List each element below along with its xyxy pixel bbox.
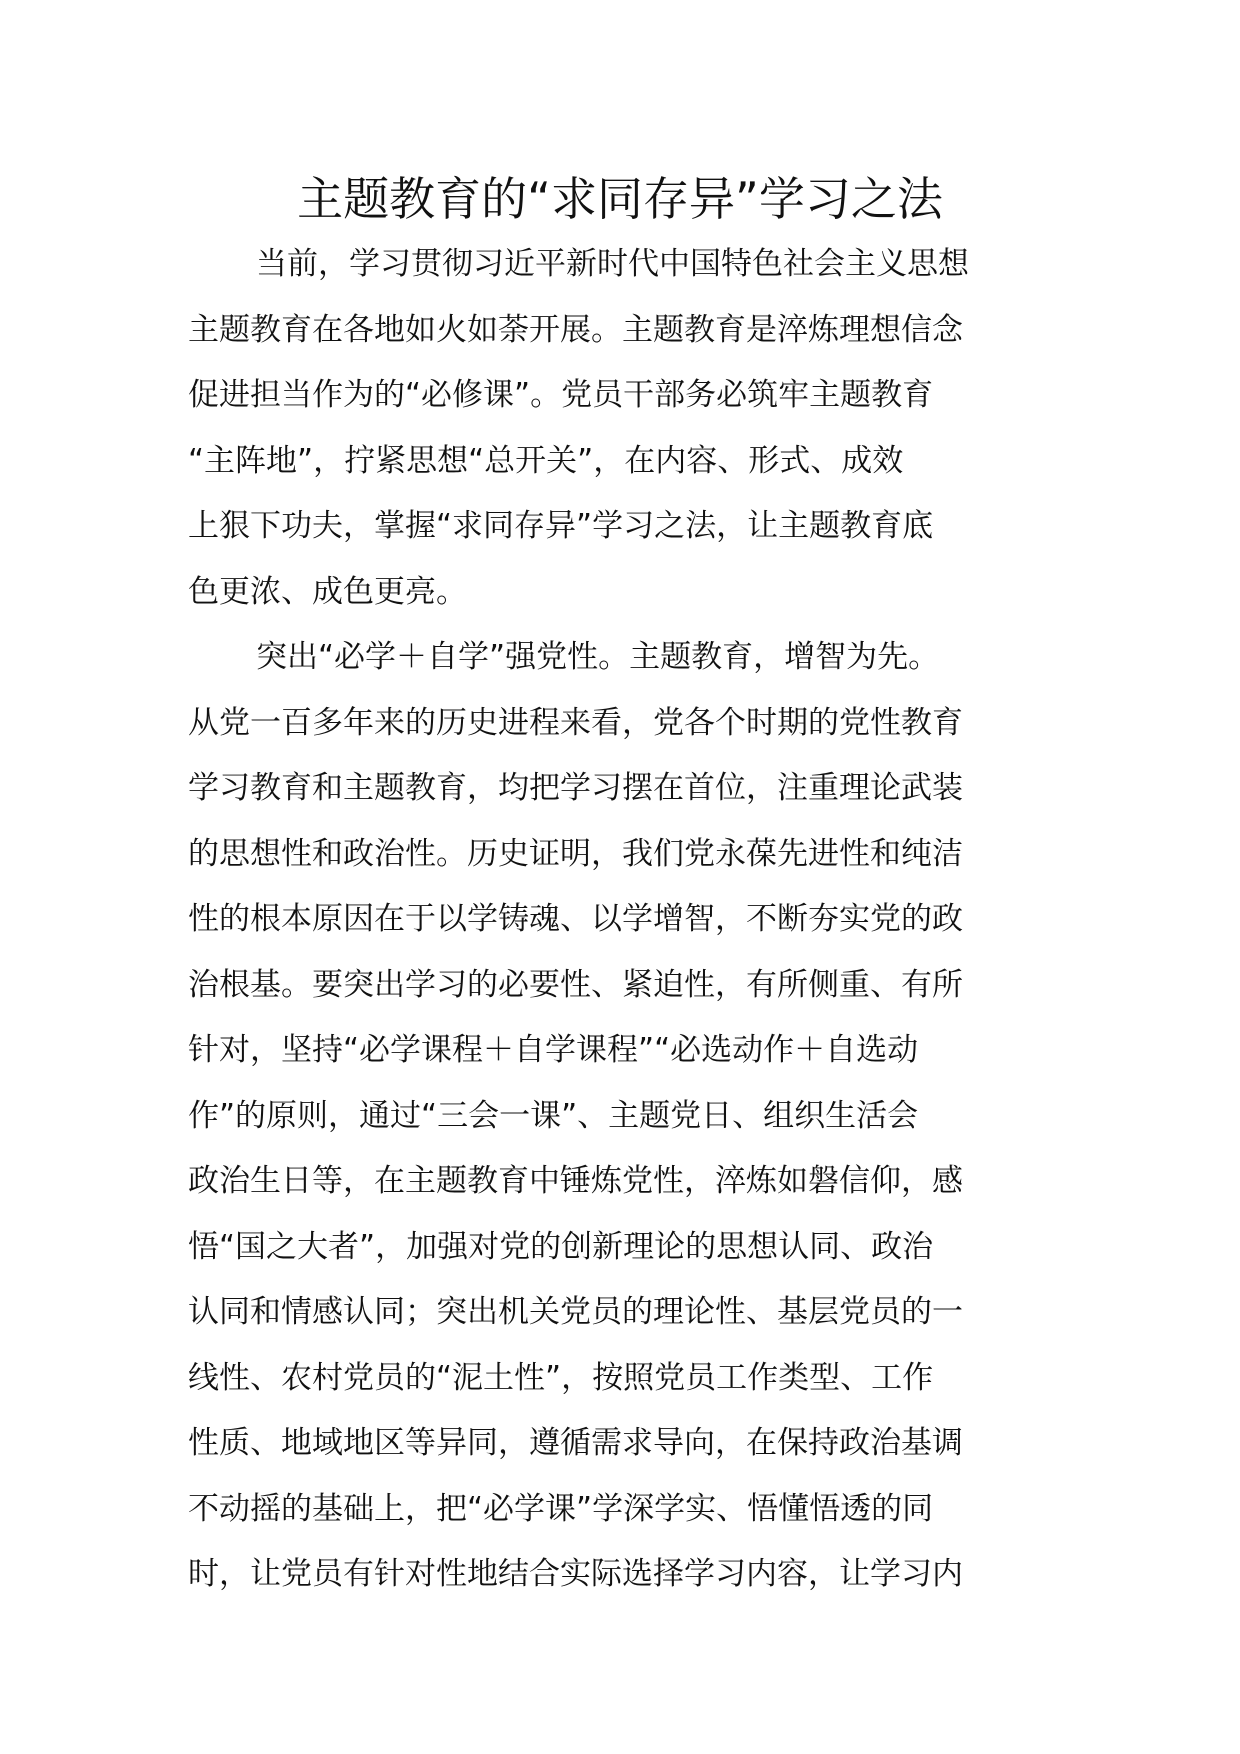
paragraph-2-line-7: 针对，坚持“必学课程＋自学课程”“必选动作＋自选动 bbox=[188, 1032, 919, 1068]
paragraph-2-line-1: 突出“必学＋自学”强党性。主题教育，增智为先。 bbox=[256, 639, 940, 675]
paragraph-2-line-4: 的思想性和政治性。历史证明，我们党永葆先进性和纯洁 bbox=[188, 835, 963, 872]
paragraph-2-line-9: 政治生日等，在主题教育中锤炼党性，淬炼如磐信仰，感 bbox=[188, 1163, 963, 1199]
paragraph-2-line-14: 不动摇的基础上，把“必学课”学深学实、悟懂悟透的同 bbox=[188, 1490, 934, 1527]
paragraph-2-line-2: 从党一百多年来的历史进程来看，党各个时期的党性教育 bbox=[188, 704, 963, 741]
paragraph-1-line-2: 主题教育在各地如火如荼开展。主题教育是淬炼理想信念 bbox=[188, 311, 963, 348]
document-title: 主题教育的“求同存异”学习之法 bbox=[297, 172, 943, 226]
paragraph-2-line-12: 线性、农村党员的“泥土性”，按照党员工作类型、工作 bbox=[188, 1359, 934, 1396]
paragraph-1-line-5: 上狠下功夫，掌握“求同存异”学习之法，让主题教育底 bbox=[188, 508, 934, 544]
paragraph-2-line-13: 性质、地域地区等异同，遵循需求导向，在保持政治基调 bbox=[188, 1425, 963, 1461]
paragraph-2-line-3: 学习教育和主题教育，均把学习摆在首位，注重理论武装 bbox=[188, 770, 963, 806]
paragraph-2-line-6: 治根基。要突出学习的必要性、紧迫性，有所侧重、有所 bbox=[188, 966, 963, 1003]
document-body bbox=[188, 232, 1052, 1608]
paragraph-2-line-11: 认同和情感认同；突出机关党员的理论性、基层党员的一 bbox=[188, 1294, 963, 1330]
paragraph-2-line-8: 作”的原则，通过“三会一课”、主题党日、组织生活会 bbox=[188, 1097, 919, 1134]
paragraph-1-line-4: “主阵地”，拧紧思想“总开关”，在内容、形式、成效 bbox=[188, 442, 904, 479]
paragraph-1-line-1: 当前，学习贯彻习近平新时代中国特色社会主义思想 bbox=[256, 246, 969, 282]
paragraph-2-line-10: 悟“国之大者”，加强对党的创新理论的思想认同、政治 bbox=[188, 1228, 934, 1265]
paragraph-2-line-5: 性的根本原因在于以学铸魂、以学增智，不断夯实党的政 bbox=[188, 901, 963, 937]
paragraph-1-line-6: 色更浓、成色更亮。 bbox=[188, 573, 467, 610]
paragraph-2-line-15: 时，让党员有针对性地结合实际选择学习内容，让学习内 bbox=[188, 1556, 963, 1592]
paragraph-1-line-3: 促进担当作为的“必修课”。党员干部务必筑牢主题教育 bbox=[188, 377, 934, 413]
